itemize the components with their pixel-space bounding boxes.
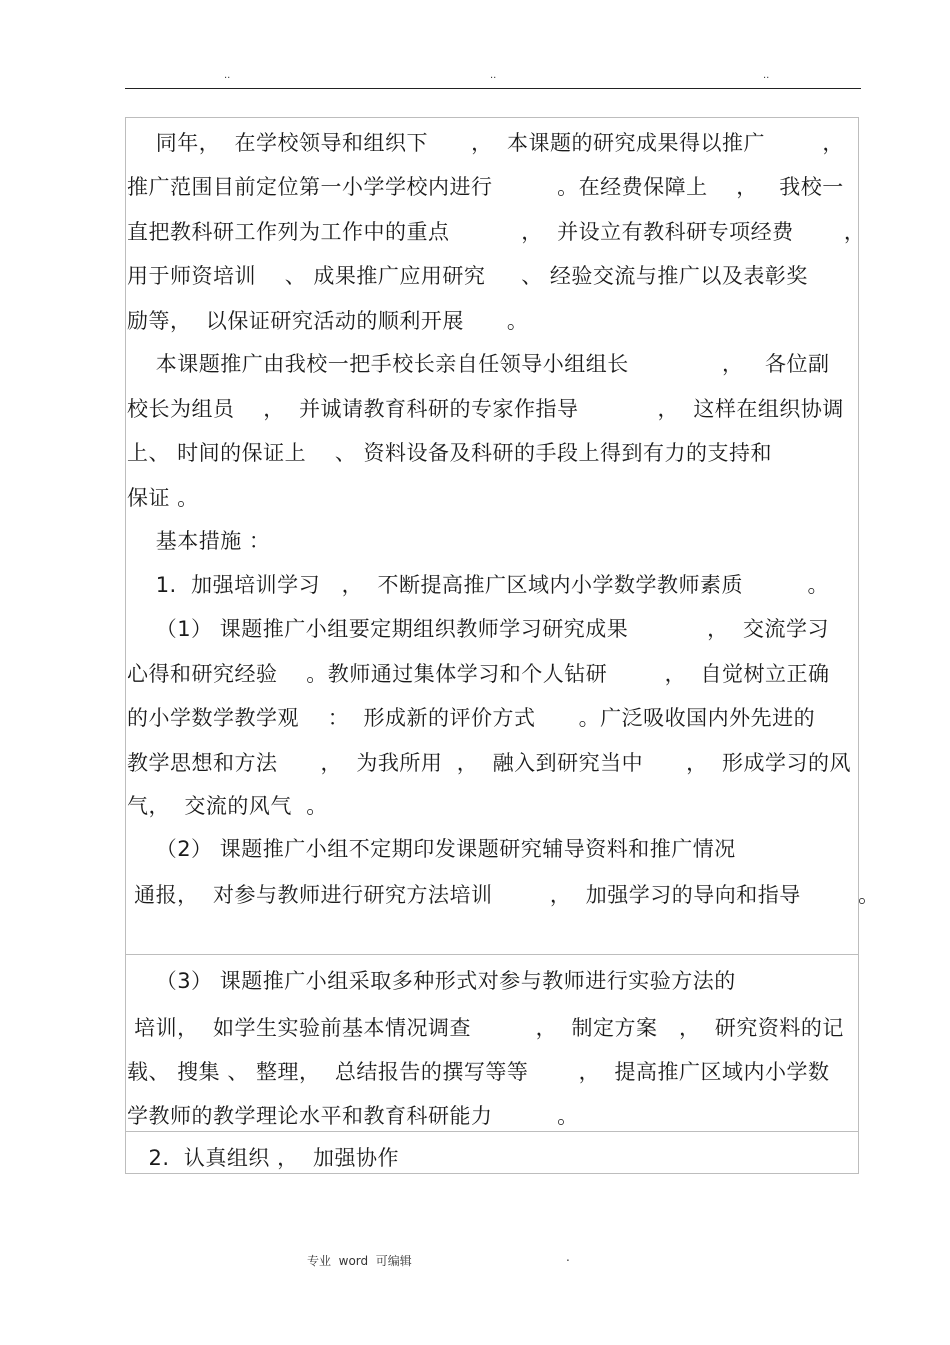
body-line: 直把教科研工作列为工作中的重点 ， 并设立有教科研专项经费 ，: [127, 220, 866, 244]
body-line: （1） 课题推广小组要定期组织教师学习研究成果 ， 交流学习: [127, 617, 830, 641]
body-line: 学教师的教学理论水平和教育科研能力 。: [127, 1104, 579, 1128]
body-line: 气， 交流的风气 。: [127, 794, 328, 818]
body-line: （2） 课题推广小组不定期印发课题研究辅导资料和推广情况: [127, 837, 736, 861]
footer-note: 专业 word 可编辑: [307, 1254, 412, 1268]
body-line: 校长为组员 ， 并诚请教育科研的专家作指导 ， 这样在组织协调: [127, 397, 844, 421]
page-header-marks: [0, 70, 950, 84]
body-line: 教学思想和方法 ， 为我所用 ， 融入到研究当中 ， 形成学习的风: [127, 751, 852, 775]
footer-mark: .: [566, 1250, 570, 1264]
body-line: 心得和研究经验 。教师通过集体学习和个人钻研 ， 自觉树立正确: [127, 662, 830, 686]
body-line: （3） 课题推广小组采取多种形式对参与教师进行实验方法的: [127, 969, 736, 993]
body-line: 上、 时间的保证上 、 资料设备及科研的手段上得到有力的支持和: [127, 441, 773, 465]
body-line: 1. 加强培训学习 ， 不断提高推广区域内小学数学教师素质 。: [127, 573, 830, 597]
header-mark-center: ..: [490, 70, 497, 81]
header-rule: [125, 88, 861, 89]
body-line: 励等， 以保证研究活动的顺利开展 。: [127, 309, 529, 333]
body-line: 本课题推广由我校一把手校长亲自任领导小组组长 ， 各位副: [127, 352, 830, 376]
body-line: 培训， 如学生实验前基本情况调查 ， 制定方案 ， 研究资料的记: [127, 1016, 844, 1040]
body-line: 基本措施 ：: [127, 529, 271, 553]
body-line: 推广范围目前定位第一小学学校内进行 。在经费保障上 ， 我校一: [127, 175, 844, 199]
body-line: 同年， 在学校领导和组织下 ， 本课题的研究成果得以推广 ，: [127, 131, 844, 155]
body-line: 2. 认真组织 ， 加强协作: [127, 1146, 399, 1170]
header-mark-left: ..: [224, 70, 231, 81]
body-line: 的小学数学教学观 ： 形成新的评价方式 。广泛吸收国内外先进的: [127, 706, 816, 730]
header-mark-right: ..: [763, 70, 770, 81]
body-line: 保证 。: [127, 486, 199, 510]
body-line: 载、 搜集 、 整理， 总结报告的撰写等等 ， 提高推广区域内小学数: [127, 1060, 830, 1084]
body-line: 通报， 对参与教师进行研究方法培训 ， 加强学习的导向和指导 。: [127, 883, 880, 907]
body-line: 用于师资培训 、 成果推广应用研究 、 经验交流与推广以及表彰奖: [127, 264, 808, 288]
